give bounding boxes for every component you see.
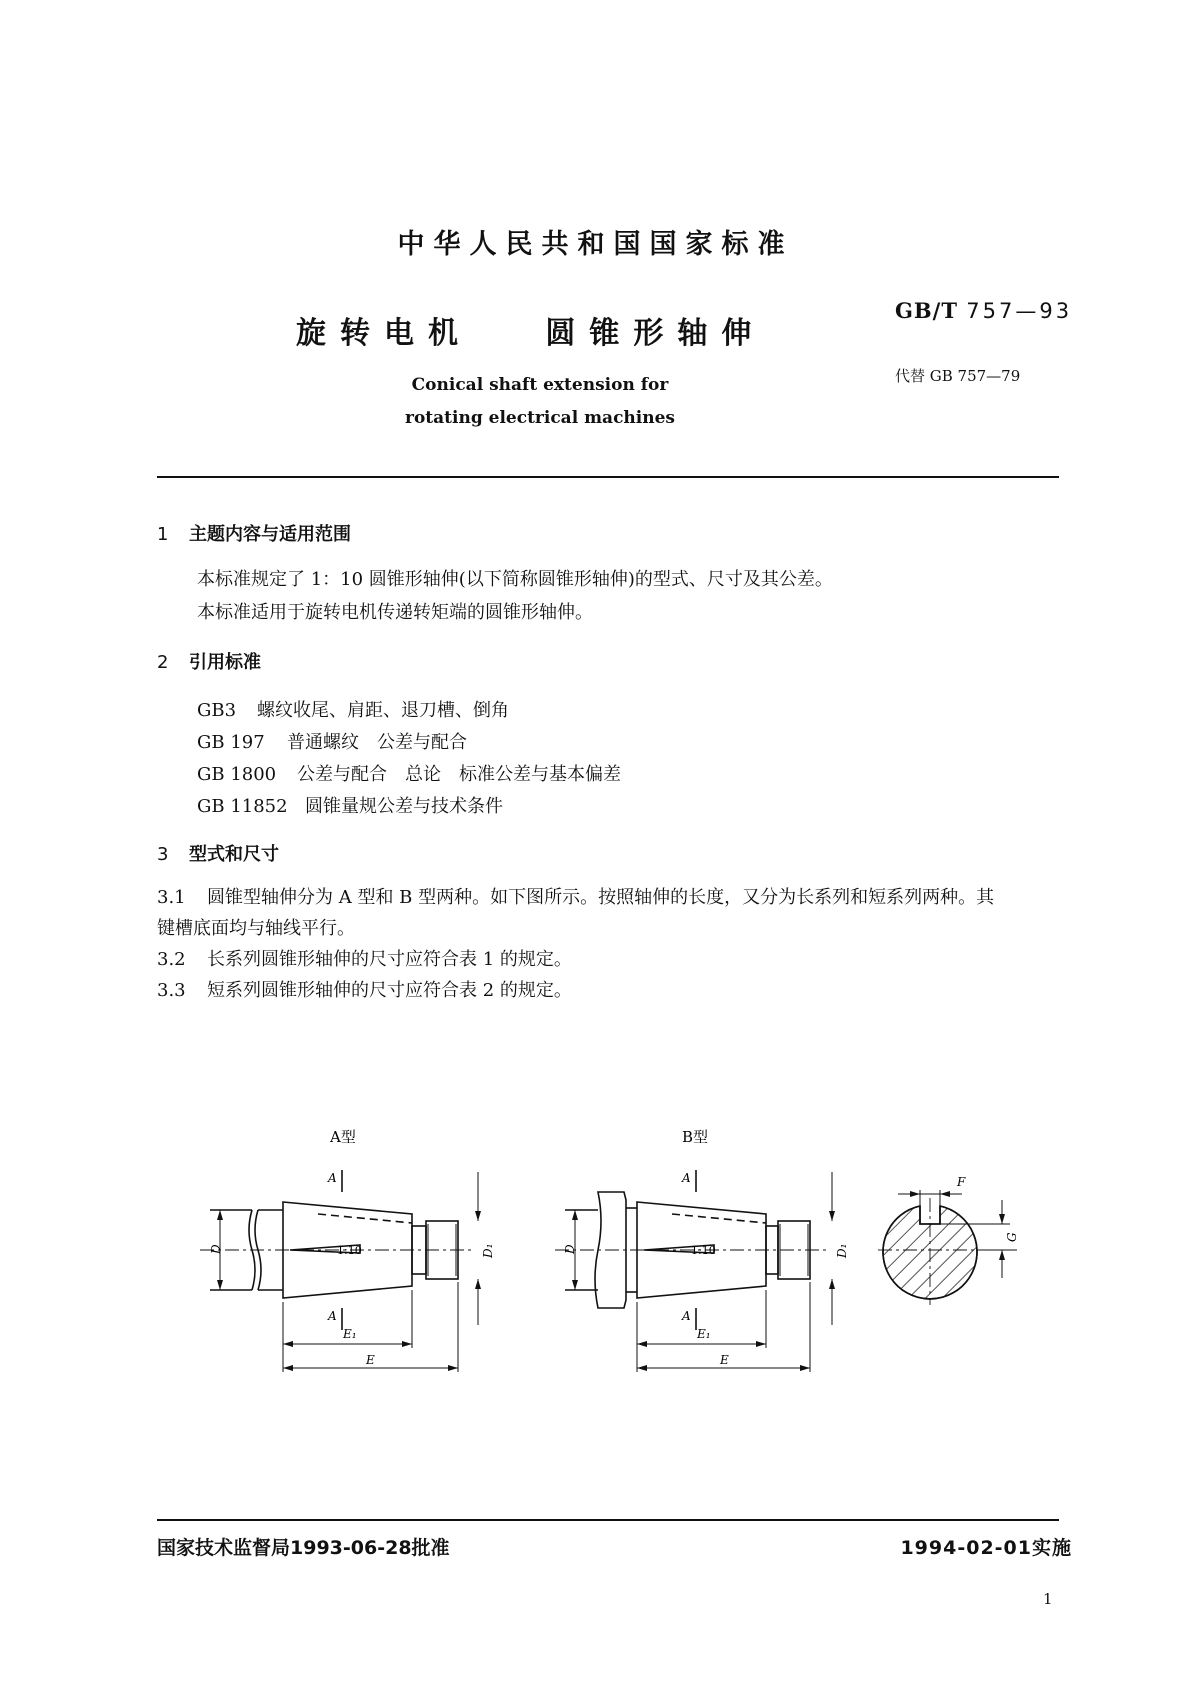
type-b-label: B型 [682,1128,709,1146]
replaces-note: 代替 GB 757—79 [895,367,1021,385]
document-title-en [340,369,740,435]
reference-row [197,792,503,818]
footer-divider [157,1519,1059,1521]
type-b-dim-d1: D₁ [835,1243,849,1258]
title-en-line2: rotating electrical machines [404,408,675,428]
type-b-section-mark-bottom: A [682,1309,691,1323]
reference-title: 普通螺纹 公差与配合 [287,732,467,753]
section-1-number: 1 [157,524,169,545]
section-1-title: 主题内容与适用范围 [189,524,351,545]
reference-title: 螺纹收尾、肩距、退刀槽、倒角 [257,700,509,721]
reference-title: 公差与配合 总论 标准公差与基本偏差 [297,764,621,785]
section-2-number: 2 [157,652,169,673]
clause-3-1-continuation: 键槽底面均与轴线平行。 [157,918,355,939]
clause-3-2-number: 3.2 [157,949,186,970]
title-en-line1: Conical shaft extension for [411,375,669,395]
section-3-heading [157,840,279,866]
type-b-dim-d: D [563,1244,577,1254]
clause-3-2 [157,945,572,975]
clause-3-2-text: 长系列圆锥形轴伸的尺寸应符合表 1 的规定。 [207,949,572,970]
document-title-zh [296,308,765,352]
reference-code: GB3 [197,700,237,721]
section-3-number: 3 [157,844,169,865]
cross-section-dim-g: G [1005,1232,1019,1242]
type-b-dim-e: E [720,1353,729,1367]
clause-3-3-text: 短系列圆锥形轴伸的尺寸应符合表 2 的规定。 [207,980,572,1001]
page-number: 1 [1043,1590,1053,1608]
type-b-drawing [555,1170,835,1372]
type-a-section-mark-top: A [328,1171,337,1185]
cross-section-dim-f: F [957,1175,966,1189]
type-a-dim-d: D [209,1244,223,1254]
section-2-title: 引用标准 [189,652,261,673]
type-a-dim-d1: D₁ [481,1243,495,1258]
clause-3-1-text-line1: 圆锥型轴伸分为 A 型和 B 型两种。如下图所示。按照轴伸的长度，又分为长系列和短系列两种。其 [207,887,995,908]
cross-section-drawing [878,1190,1020,1305]
reference-row [197,696,509,722]
type-a-taper-label: 1:10 [337,1244,362,1257]
clause-3-3 [157,976,572,1006]
section-1-paragraph-2: 本标准适用于旋转电机传递转矩端的圆锥形轴伸。 [197,602,593,623]
section-2-heading [157,648,261,674]
standard-code-number: 757—93 [966,299,1073,323]
reference-code: GB 1800 [197,764,277,785]
type-b-taper-label: 1:10 [691,1244,716,1257]
type-a-section-mark-bottom: A [328,1309,337,1323]
implementation-date: 1994-02-01实施 [900,1537,1072,1559]
reference-code: GB 197 [197,732,265,753]
reference-row [197,760,621,786]
type-a-drawing [200,1170,481,1372]
clause-3-1 [157,883,994,913]
section-3-title: 型式和尺寸 [189,844,279,865]
shaft-extension-figure [0,1120,1191,1380]
section-1-paragraph-1: 本标准规定了 1：10 圆锥形轴伸(以下简称圆锥形轴伸)的型式、尺寸及其公差。 [197,569,833,590]
clause-3-3-number: 3.3 [157,980,186,1001]
reference-row [197,728,467,754]
section-1-heading [157,520,351,546]
header-divider [157,476,1059,478]
type-a-dim-e1: E₁ [343,1327,357,1341]
reference-code: GB 11852 [197,796,288,817]
type-b-section-mark-top: A [682,1171,691,1185]
title-zh-part2: 圆锥形轴伸 [545,316,766,351]
type-a-label: A型 [330,1128,356,1146]
title-zh-part1: 旋转电机 [296,316,472,351]
clause-3-1-number: 3.1 [157,887,186,908]
type-a-dim-e: E [366,1353,375,1367]
standard-code [895,298,1072,323]
approval-date: 国家技术监督局1993-06-28批准 [157,1537,450,1559]
standard-code-prefix: GB/T [895,298,958,323]
national-standard-heading: 中华人民共和国国家标准 [397,229,794,260]
reference-title: 圆锥量规公差与技术条件 [305,796,503,817]
type-b-dim-e1: E₁ [697,1327,711,1341]
